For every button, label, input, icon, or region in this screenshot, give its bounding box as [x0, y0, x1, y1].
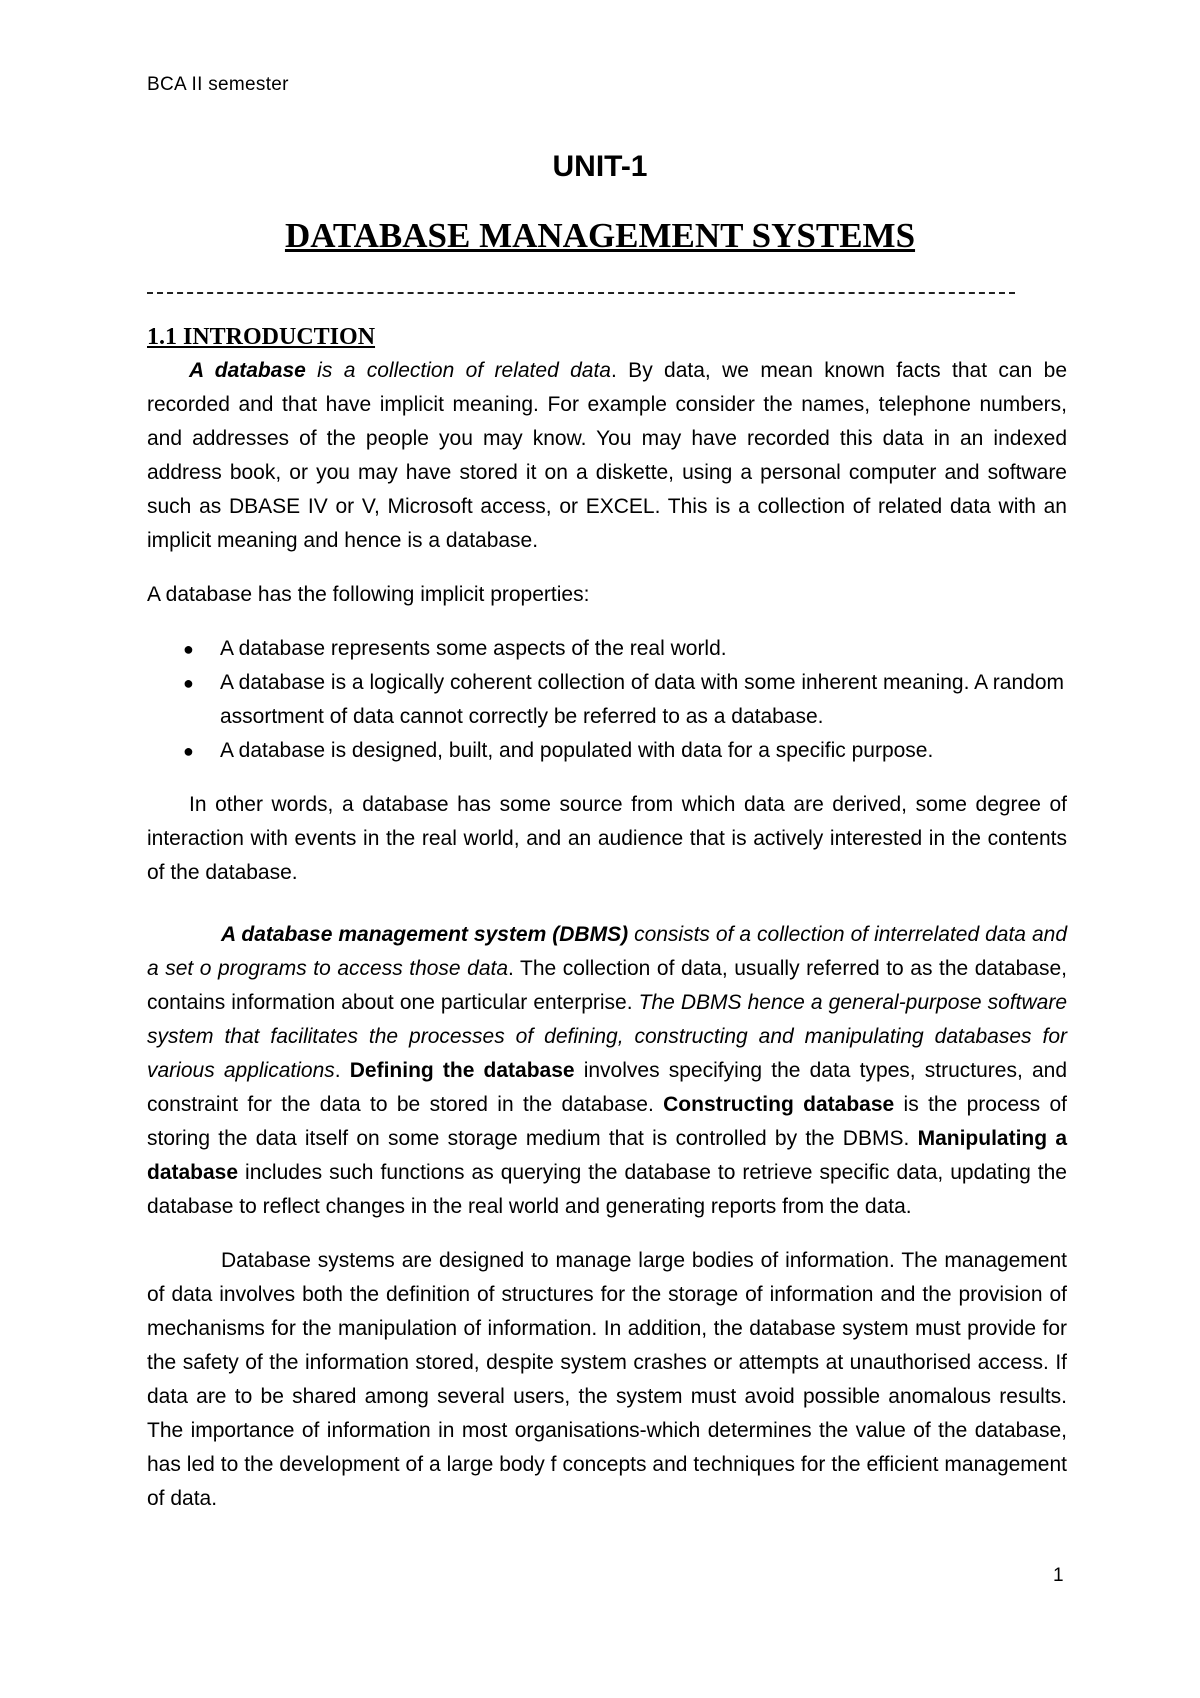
paragraph-text: . The collection of data, usually referred to as the database, contains information about one particular enterprise.: [147, 957, 1067, 1014]
paragraph-text: . By data, we mean known facts that can be recorded and that have implicit meaning. For example consider the names, telephone numbers, and addresses of the people you may know. You may have recorded this data in an indexed address book, or you may have stored it on a diskette, using a personal computer and software such as DBASE IV or V, Microsoft access, or EXCEL. This is a collection of related data with an implicit meaning and hence is a database.: [147, 359, 1067, 552]
section-heading: 1.1 INTRODUCTION: [147, 324, 376, 350]
list-item-text: A database is designed, built, and populated with data for a specific purpose.: [220, 739, 934, 762]
paragraph-definition: [147, 354, 1067, 558]
paragraph-other-words: In other words, a database has some source from which data are derived, some degree of interaction with events in the real world, and an audience that is actively interested in the contents of the database.: [147, 793, 1067, 884]
list-item-text: A database represents some aspects of the real world.: [220, 637, 727, 660]
term-manipulating: Manipulating a database: [147, 1127, 1068, 1184]
paragraph-text: is the process of storing the data itself on some storage medium that is controlled by the DBMS.: [147, 1093, 1068, 1150]
page-number: 1: [1053, 1565, 1064, 1586]
unit-label: UNIT-1: [552, 150, 648, 183]
list-item: [147, 734, 1067, 768]
bullet-icon: ●: [183, 741, 194, 761]
term-defining: Defining the database: [349, 1059, 575, 1082]
content-body: [147, 320, 1067, 1516]
paragraph-database-systems: Database systems are designed to manage large bodies of information. The management of data involves both the definition of structures for the storage of information and the provision of mechanisms for the manipulation of information. In addition, the database system must provide for the safety of the information stored, despite system crashes or attempts at unauthorised access. If data are to be shared among several users, the system must avoid possible anomalous results. The importance of information in most organisations-which determines the value of the database, has led to the development of a large body f concepts and techniques for the efficient management of data.: [147, 1249, 1067, 1510]
list-item: [147, 632, 1067, 666]
dbms-description: The DBMS hence a general-purpose software system that facilitates the processes of defining, constructing and manipulating databases for various applications: [147, 991, 1067, 1082]
bullet-icon: ●: [183, 639, 194, 659]
document-title: DATABASE MANAGEMENT SYSTEMS: [284, 216, 916, 255]
paragraph-properties-intro: A database has the following implicit properties:: [147, 583, 590, 606]
bullet-icon: ●: [183, 673, 194, 693]
properties-list: [147, 632, 1067, 768]
dashed-divider: [147, 292, 1015, 294]
paragraph-dbms: [147, 918, 1067, 1224]
definition-text: is a collection of related data: [305, 359, 611, 382]
dbms-term: A database management system (DBMS): [221, 923, 629, 946]
list-item-text: A database is a logically coherent collection of data with some inherent meaning. A random assortment of data cannot correctly be referred to as a database.: [220, 671, 1065, 728]
paragraph-text: .: [334, 1059, 350, 1082]
paragraph-text: involves specifying the data types, structures, and constraint for the data to be stored in the database.: [147, 1059, 1067, 1116]
dbms-definition: consists of a collection of interrelated data and a set o programs to access those data: [147, 923, 1067, 980]
running-header: BCA II semester: [147, 74, 289, 95]
list-item: [147, 666, 1067, 734]
paragraph-text: includes such functions as querying the database to retrieve specific data, updating the database to reflect changes in the real world and generating reports from the data.: [147, 1161, 1067, 1218]
definition-term: A database: [189, 359, 306, 382]
term-constructing: Constructing database: [663, 1093, 895, 1116]
